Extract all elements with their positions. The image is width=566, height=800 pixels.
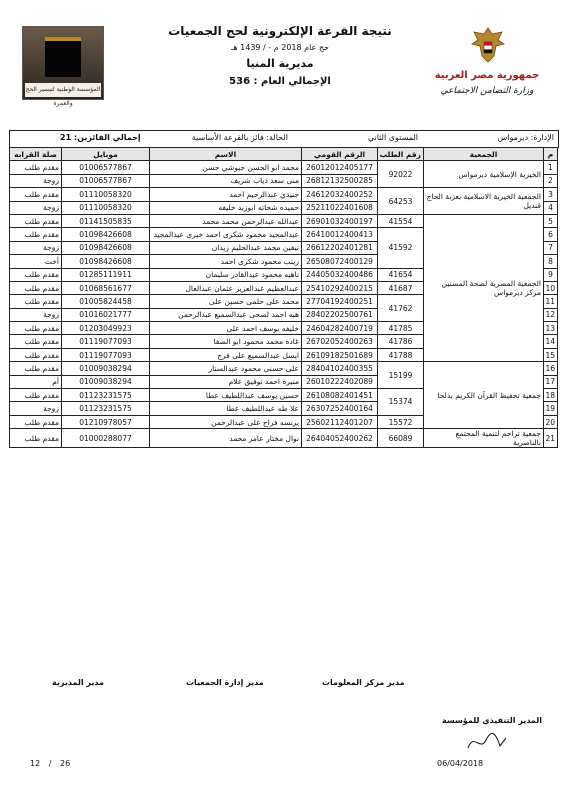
person-name: زينب محمود شكرى احمد: [150, 255, 302, 268]
relation: مقدم طلب: [10, 228, 62, 241]
foundation-logo: [22, 26, 104, 107]
row-index: 15: [544, 348, 558, 361]
mobile-number: 01098426608: [62, 241, 150, 254]
request-number: 15199: [378, 362, 424, 389]
row-index: 8: [544, 255, 558, 268]
relation: مقدم طلب: [10, 429, 62, 448]
national-id: 25211022401608: [302, 201, 378, 214]
row-index: 21: [544, 429, 558, 448]
relation: مقدم طلب: [10, 415, 62, 428]
relation: زوجة: [10, 308, 62, 321]
row-index: 6: [544, 228, 558, 241]
signature-scribble: [462, 728, 514, 756]
page-number: [30, 759, 70, 768]
grand-total: الإجمالي العام : 536: [229, 76, 331, 87]
mobile-number: 01098426608: [62, 255, 150, 268]
person-name: عبدالله عبدالرحمن محمد محمد: [150, 214, 302, 227]
relation: أم: [10, 375, 62, 388]
person-name: ايسل عبدالسميع على فرج: [150, 348, 302, 361]
national-id: 26108082401451: [302, 389, 378, 402]
person-name: خليفه يوسف احمد على: [150, 322, 302, 335]
association-name: الجمعية الخيرية الاسلامية بعزبة الحاج قنديل: [424, 188, 544, 215]
person-name: حسين يوسف عبداللطيف عطا: [150, 389, 302, 402]
row-index: 16: [544, 362, 558, 375]
person-name: جنيدي عبدالرحيم احمد: [150, 188, 302, 201]
national-id: 26901032400197: [302, 214, 378, 227]
row-index: 4: [544, 201, 558, 214]
mobile-number: 01210978057: [62, 415, 150, 428]
col-header-assoc: الجمعية: [424, 148, 544, 161]
table-row: [10, 429, 558, 448]
row-index: 13: [544, 322, 558, 335]
request-number: 15572: [378, 415, 424, 428]
row-index: 17: [544, 375, 558, 388]
national-id: 26702052400263: [302, 335, 378, 348]
row-index: 20: [544, 415, 558, 428]
mobile-number: 01110058320: [62, 188, 150, 201]
relation: أخت: [10, 255, 62, 268]
row-index: 1: [544, 161, 558, 174]
row-index: 5: [544, 214, 558, 227]
sig-exec: المدير التنفيذي للمؤسسة: [442, 716, 543, 725]
ministry-name: وزارة التضامن الاجتماعي: [440, 86, 534, 96]
row-index: 11: [544, 295, 558, 308]
mobile-number: 01110058320: [62, 201, 150, 214]
table-row: [10, 362, 558, 375]
relation: زوجة: [10, 241, 62, 254]
national-id: 24604282400719: [302, 322, 378, 335]
table-row: [10, 161, 558, 174]
person-name: منيره احمد توفيق علام: [150, 375, 302, 388]
national-id: 28404102400355: [302, 362, 378, 375]
request-number: 41554: [378, 214, 424, 227]
relation: مقدم طلب: [10, 389, 62, 402]
relation: مقدم طلب: [10, 281, 62, 294]
person-name: نوال مختار عامر محمد: [150, 429, 302, 448]
national-id: 27704192400251: [302, 295, 378, 308]
national-id: 26307252400164: [302, 402, 378, 415]
mobile-number: 01016021777: [62, 308, 150, 321]
level-label: المستوى الثاني: [367, 133, 418, 142]
page-total: 26: [59, 759, 71, 768]
winners-label: إجمالي الفائزين: 21: [60, 133, 141, 142]
kaaba-image: [45, 37, 81, 77]
row-index: 18: [544, 389, 558, 402]
col-header-idx: م: [544, 148, 558, 161]
directorate-name: مديرية المنيا: [246, 57, 314, 70]
national-id: 24405032400486: [302, 268, 378, 281]
relation: مقدم طلب: [10, 295, 62, 308]
col-header-req: رقم الطلب: [378, 148, 424, 161]
request-number: 41785: [378, 322, 424, 335]
relation: مقدم طلب: [10, 335, 62, 348]
association-name: جمعية تحفيظ القرآن الكريم بدلجا: [424, 362, 544, 429]
table-row: [10, 214, 558, 227]
republic-name: جمهورية مصر العربية: [434, 70, 540, 81]
foundation-logo-caption: المؤسسة الوطنية لتيسير الحج والعمرة: [25, 83, 101, 97]
sig-info-center: مدير مركز المعلومات: [322, 678, 405, 687]
mobile-number: 01285111911: [62, 268, 150, 281]
person-name: علا طه عبداللطيف عطا: [150, 402, 302, 415]
request-number: 41654: [378, 268, 424, 281]
national-id: 24612032400252: [302, 188, 378, 201]
mobile-number: 01006577867: [62, 174, 150, 187]
relation: زوجة: [10, 201, 62, 214]
mobile-number: 01006577867: [62, 161, 150, 174]
person-name: ناهيه محمود عبدالقادر سليمان: [150, 268, 302, 281]
col-header-nid: الرقم القومي: [302, 148, 378, 161]
mobile-number: 01009038294: [62, 362, 150, 375]
person-name: عبدالمجيد محمود شكرى احمد خيرى عبدالمجيد: [150, 228, 302, 241]
association-name: جمعية تراحم لتنمية المجتمع بالناصرية: [424, 429, 544, 448]
col-header-name: الاسم: [150, 148, 302, 161]
relation: مقدم طلب: [10, 214, 62, 227]
print-date: 06/04/2018: [437, 759, 484, 768]
mobile-number: 01123231575: [62, 389, 150, 402]
national-id: 26012012405177: [302, 161, 378, 174]
person-name: محمد على حلمى حسين على: [150, 295, 302, 308]
person-name: برنسه فراج على عبدالرحمن: [150, 415, 302, 428]
relation: مقدم طلب: [10, 322, 62, 335]
status-label: الحالة: فائز بالقرعة الأساسية: [191, 133, 288, 142]
national-id: 26612202401281: [302, 241, 378, 254]
winners-table: [9, 147, 558, 448]
request-number: 41687: [378, 281, 424, 294]
request-number: 15374: [378, 389, 424, 416]
relation: زوجة: [10, 402, 62, 415]
person-name: عبدالعظيم عبدالعزيز عثمان عبدالعال: [150, 281, 302, 294]
association-name: الخيرية الإسلامية ديرمواس: [424, 161, 544, 188]
request-number: 41786: [378, 335, 424, 348]
info-bar: [9, 130, 559, 148]
person-name: منى سعد دياب شريف: [150, 174, 302, 187]
sig-directorate: مدير المديرية: [52, 678, 104, 687]
mobile-number: 01068561677: [62, 281, 150, 294]
national-id: 26508072400129: [302, 255, 378, 268]
national-id: 26410012400413: [302, 228, 378, 241]
sig-assoc-admin: مدير إدارة الجمعيات: [186, 678, 264, 687]
mobile-number: 01000288077: [62, 429, 150, 448]
person-name: نيفين محمد عبدالحليم زيدان: [150, 241, 302, 254]
request-number: 41592: [378, 228, 424, 268]
mobile-number: 01119077093: [62, 335, 150, 348]
page-separator: /: [48, 759, 52, 768]
person-name: غاده محمد محمود ابو الصفا: [150, 335, 302, 348]
row-index: 19: [544, 402, 558, 415]
request-number: 41762: [378, 295, 424, 322]
relation: مقدم طلب: [10, 362, 62, 375]
row-index: 10: [544, 281, 558, 294]
row-index: 14: [544, 335, 558, 348]
national-id: 26404052400262: [302, 429, 378, 448]
mobile-number: 01098426608: [62, 228, 150, 241]
row-index: 12: [544, 308, 558, 321]
association-name: الجمعية المصرية لصحة المسنين مركز ديرمواس: [424, 214, 544, 361]
national-id: 25410292400215: [302, 281, 378, 294]
request-number: 64253: [378, 188, 424, 215]
page-current: 12: [30, 759, 41, 768]
admin-label: الإدارة: ديرمواس: [497, 133, 554, 142]
mobile-number: 01005824458: [62, 295, 150, 308]
table-header-row: [10, 148, 558, 161]
national-id: 26010222402089: [302, 375, 378, 388]
mobile-number: 01203049923: [62, 322, 150, 335]
relation: مقدم طلب: [10, 188, 62, 201]
page-title: نتيجة القرعة الإلكترونية لحج الجمعيات: [168, 24, 392, 38]
person-name: محمد ابو الحسن جيوشي حسن: [150, 161, 302, 174]
person-name: هبه احمد لصحى عبدالسميع عبدالرحمن: [150, 308, 302, 321]
request-number: 66089: [378, 429, 424, 448]
national-id: 25602112401207: [302, 415, 378, 428]
mobile-number: 01119077093: [62, 348, 150, 361]
row-index: 2: [544, 174, 558, 187]
row-index: 9: [544, 268, 558, 281]
mobile-number: 01009038294: [62, 375, 150, 388]
request-number: 92022: [378, 161, 424, 188]
season-line: حج عام 2018 م - / 1439 هـ: [231, 43, 329, 52]
row-index: 3: [544, 188, 558, 201]
national-id: 26812132500285: [302, 174, 378, 187]
row-index: 7: [544, 241, 558, 254]
request-number: 41788: [378, 348, 424, 361]
relation: مقدم طلب: [10, 348, 62, 361]
national-id: 28402202500761: [302, 308, 378, 321]
mobile-number: 01141505835: [62, 214, 150, 227]
table-row: [10, 188, 558, 201]
relation: مقدم طلب: [10, 161, 62, 174]
eagle-emblem-icon: [470, 26, 506, 66]
person-name: على حسنى محمود عبدالستار: [150, 362, 302, 375]
relation: مقدم طلب: [10, 268, 62, 281]
relation: زوجة: [10, 174, 62, 187]
national-id: 26109182501689: [302, 348, 378, 361]
col-header-mobile: موبايل: [62, 148, 150, 161]
col-header-rel: صلة القرابه: [10, 148, 62, 161]
person-name: حميده شحاته ابوزيد خليفه: [150, 201, 302, 214]
mobile-number: 01123231575: [62, 402, 150, 415]
